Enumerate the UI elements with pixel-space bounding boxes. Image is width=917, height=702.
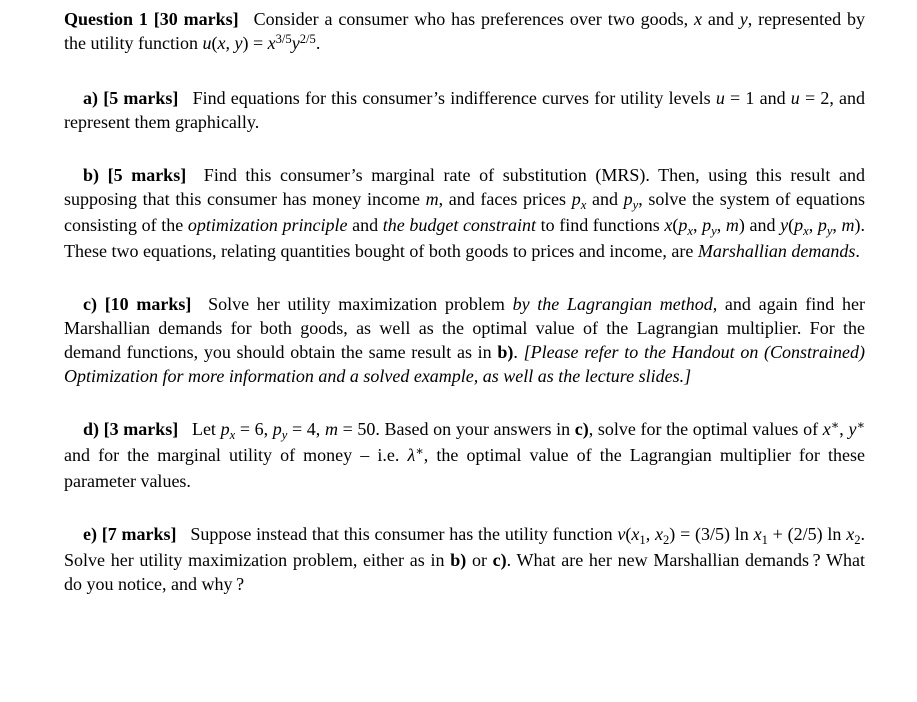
text-run: , the optimal value of the Lagrangian multiplier for these parameter values. — [64, 445, 865, 491]
part-c-paragraph — [64, 292, 865, 388]
text-run: x — [822, 419, 831, 439]
text-run: x — [229, 427, 236, 442]
text-run: and for the marginal utility of money – i.e. — [64, 445, 408, 465]
text-run: ). These two equations, relating quantities bought of both goods to prices and income, are — [64, 215, 866, 261]
text-run: p — [220, 419, 230, 439]
text-run: a) [5 marks] — [83, 88, 179, 108]
text-run: u — [790, 88, 800, 108]
text-run: + (2/5) ln — [767, 524, 847, 544]
text-run: or — [466, 550, 493, 570]
text-run: x — [631, 524, 640, 544]
text-run: ( — [788, 215, 795, 235]
text-run: p — [678, 215, 688, 235]
text-run: ) = (3/5) ln — [669, 524, 754, 544]
text-run: , — [716, 215, 726, 235]
text-run: x, y — [217, 33, 243, 53]
text-run: x — [664, 215, 673, 235]
text-run: y — [291, 33, 300, 53]
text-run: 1 — [639, 532, 646, 547]
text-run: 3/5 — [275, 32, 292, 47]
text-run: . — [315, 33, 321, 53]
text-run: ∗ — [415, 444, 424, 459]
text-run: e) [7 marks] — [83, 524, 177, 544]
text-run: d) [3 marks] — [83, 419, 179, 439]
text-run: = 4, — [287, 419, 325, 439]
text-run: x — [687, 223, 694, 238]
text-run: c) — [574, 419, 589, 439]
text-run: ( — [211, 33, 218, 53]
text-run: , — [693, 215, 703, 235]
text-run: m — [841, 215, 855, 235]
text-run: λ — [407, 445, 416, 465]
text-run: y — [848, 419, 857, 439]
text-run: = 50. Based on your answers in — [337, 419, 575, 439]
text-run: Let — [178, 419, 221, 439]
text-run: x — [580, 197, 587, 212]
text-run: . Solve her utility maximization problem, either as in — [64, 524, 865, 570]
text-run: u — [715, 88, 725, 108]
text-run: . — [855, 241, 860, 261]
text-run: = 6, — [235, 419, 273, 439]
text-run: x — [846, 524, 855, 544]
text-run: b) — [450, 550, 467, 570]
text-run: ( — [672, 215, 679, 235]
text-run: c) [10 marks] — [83, 294, 192, 314]
text-run: ∗ — [856, 418, 865, 433]
text-run: 2 — [854, 532, 861, 547]
text-run: 2 — [663, 532, 670, 547]
text-run: c) — [492, 550, 507, 570]
text-run: x — [267, 33, 276, 53]
text-run: 1 — [761, 532, 768, 547]
text-run: Solve her utility maximization problem — [191, 294, 513, 314]
text-run: p — [272, 419, 282, 439]
text-run: Consider a consumer who has preferences over two goods, — [238, 9, 694, 29]
text-run: b) [5 marks] — [83, 165, 187, 185]
text-run: b) — [497, 342, 514, 362]
part-a-paragraph — [64, 86, 865, 134]
text-run: and — [347, 215, 383, 235]
text-run: m — [725, 215, 739, 235]
text-run: ∗ — [830, 418, 840, 433]
text-run: , solve the system of equations consisting of the — [64, 189, 866, 235]
text-run: x — [655, 524, 663, 544]
text-run: , and faces prices — [438, 189, 572, 209]
text-run: , — [645, 524, 655, 544]
text-run: ) = — [242, 33, 268, 53]
text-run: ) and — [738, 215, 781, 235]
text-run: , solve for the optimal values of — [588, 419, 823, 439]
text-run: m — [324, 419, 338, 439]
text-run: [Please refer to the Handout on (Constrained) Optimization for more information and a solved example, as well as the lecture slides.] — [64, 342, 866, 386]
text-run: Marshallian demands — [697, 241, 856, 261]
text-run: , and again find her Marshallian demands for both goods, as well as the optimal value of the Lagrangian multiplier. For the demand functions, you should obtain the same result as in — [64, 294, 865, 362]
text-run: y — [281, 427, 288, 442]
text-run: 2/5 — [299, 32, 316, 47]
text-run: = 2, and represent them graphically. — [64, 88, 866, 132]
text-run: = 1 and — [724, 88, 791, 108]
text-run: , — [808, 215, 818, 235]
text-run: Suppose instead that this consumer has the utility function — [176, 524, 618, 544]
text-run: , — [832, 215, 842, 235]
text-run: y — [826, 223, 833, 238]
text-run: v — [617, 524, 626, 544]
text-run: m — [425, 189, 439, 209]
text-run: to find functions — [535, 215, 665, 235]
text-run: Find this consumer’s marginal rate of substitution (MRS). Then, using this result and supposing that this consumer has money income — [64, 165, 865, 209]
text-run: . What are her new Marshallian demands ? What do you notice, and why ? — [64, 550, 865, 594]
text-run: x — [803, 223, 809, 238]
text-run: p — [571, 189, 581, 209]
part-d-paragraph — [64, 417, 865, 493]
text-run: optimization principle — [187, 215, 348, 235]
text-run: u — [202, 33, 212, 53]
text-run: y — [739, 9, 748, 29]
text-run: y — [780, 215, 789, 235]
text-run: y — [632, 197, 639, 212]
text-run: , represented by the utility function — [64, 9, 865, 53]
part-b-paragraph — [64, 163, 865, 263]
text-run: Question 1 [30 marks] — [64, 9, 239, 29]
text-run: and — [586, 189, 624, 209]
text-run: , — [839, 419, 849, 439]
text-run: x — [753, 524, 762, 544]
text-run: p — [623, 189, 633, 209]
part-e-paragraph — [64, 522, 865, 596]
text-run: the budget constraint — [382, 215, 536, 235]
text-run: and — [701, 9, 740, 29]
text-run: p — [817, 215, 827, 235]
text-run: . — [513, 342, 524, 362]
text-run: ( — [625, 524, 632, 544]
text-run: Find equations for this consumer’s indifference curves for utility levels — [178, 88, 716, 108]
text-run: p — [702, 215, 712, 235]
document-page — [64, 7, 865, 596]
text-run: p — [794, 215, 804, 235]
text-run: by the Lagrangian method — [512, 294, 713, 314]
text-run: x — [693, 9, 702, 29]
text-run: y — [711, 223, 717, 238]
question-header-paragraph — [64, 7, 865, 57]
